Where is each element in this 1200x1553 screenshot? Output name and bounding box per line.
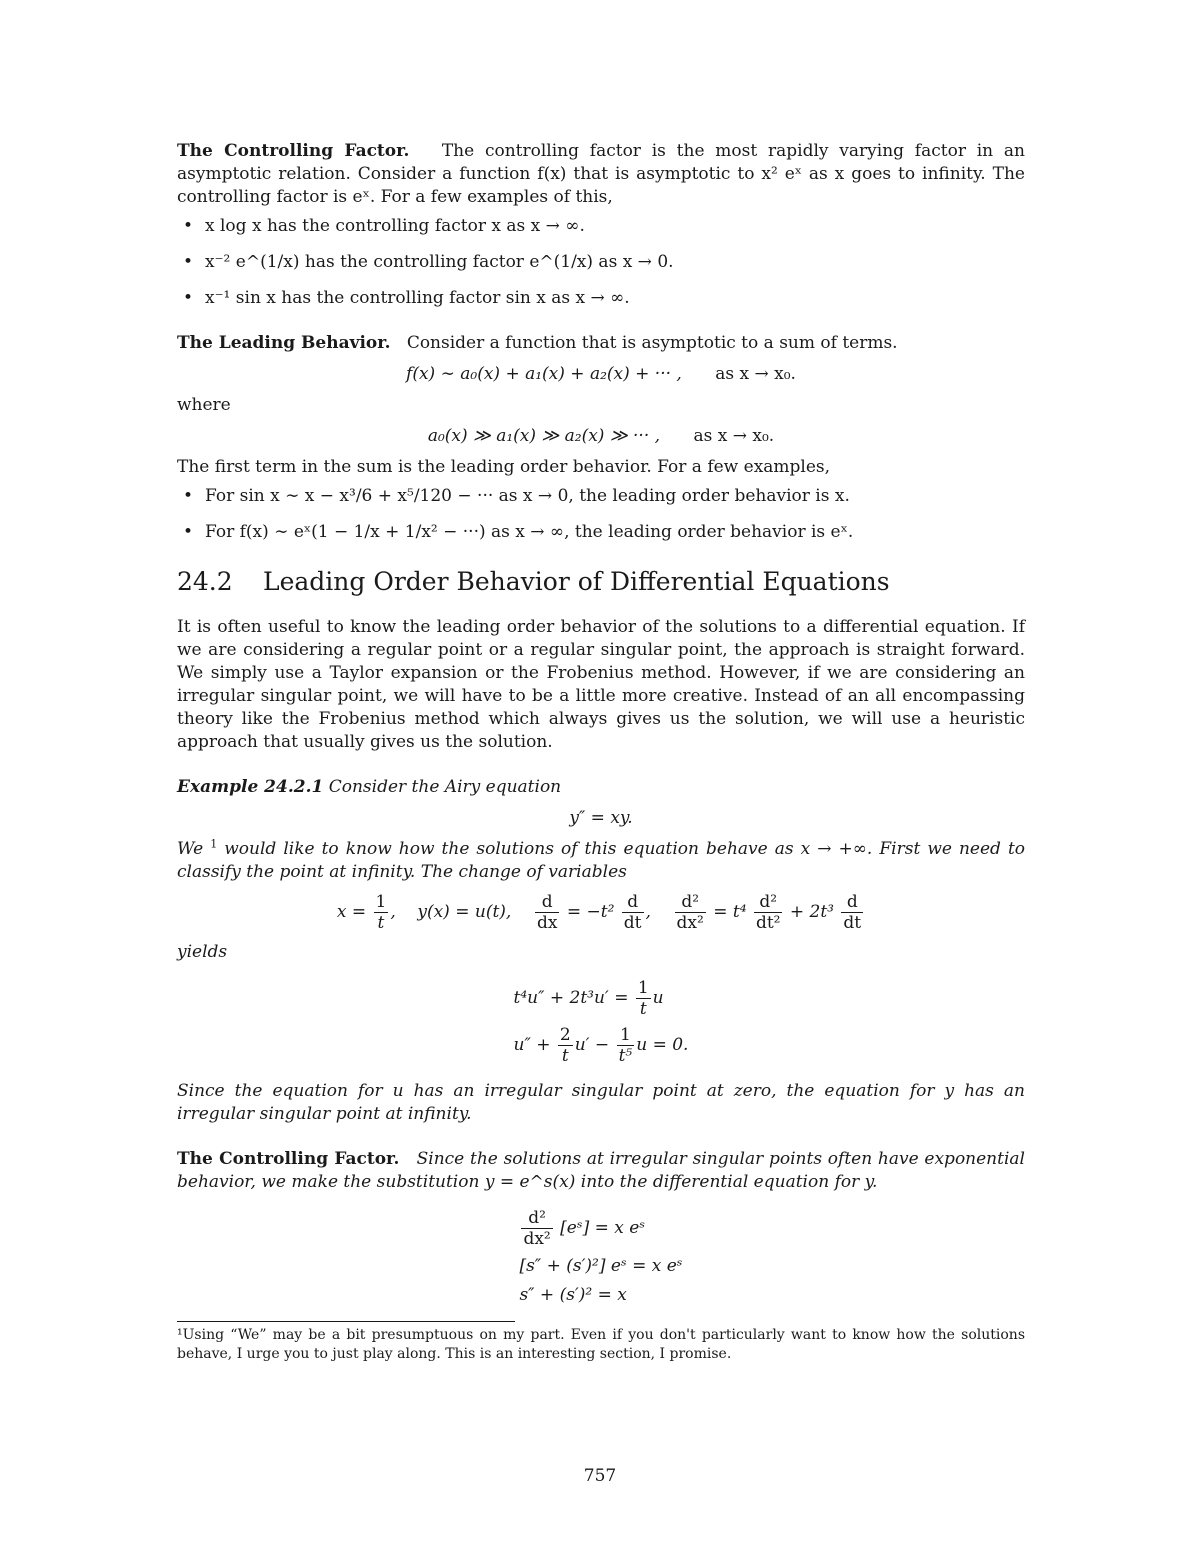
change-of-variables-equation: x = $\frac{1}{t}$ , y(x) = u(t), $\frac{d}{dx}$ = −t² $\frac{d}{dt}$ , $\frac{\text{d²}}{\text{dx²}}$ = t⁴ $\frac{\text{d²}}{\text{dt²}}$ + 2t³ $\frac{d}{dt}$ bbox=[336, 892, 862, 933]
controlling-factor-intro: The controlling factor is the most rapidly varying factor in an asymptotic relation. Consider a function f(x) that is asymptotic to x² eˣ as x goes to infinity. The controlling factor is eˣ. For a few examples of this, bbox=[177, 141, 1025, 207]
since-paragraph: Since the equation for u has an irregular singular point at zero, the equation for y has an irregular singular point at infinity. bbox=[177, 1081, 1025, 1124]
leading-behavior-list bbox=[177, 485, 1025, 544]
intro-paragraph: It is often useful to know the leading order behavior of the solutions to a differential equation. If we are considering a regular point or a regular singular point, the approach is straight forward. We simply use a Taylor expansion or the Frobenius method. However, if we are considering an irregular singular point, we will have to be a little more creative. Instead of an all encompassing theory like the Frobenius method which always gives us the solution, we will use a heuristic approach that usually gives us the solution. bbox=[177, 617, 1025, 752]
controlling-factor-subheading: The Controlling Factor. bbox=[177, 1149, 400, 1169]
example-intro bbox=[177, 776, 1025, 799]
footnote-rule bbox=[177, 1321, 515, 1322]
section-number: 24.2 bbox=[177, 567, 233, 596]
leading-behavior-intro: Consider a function that is asymptotic to a sum of terms. bbox=[406, 333, 898, 353]
list-item: • For sin x ∼ x − x³/6 + x⁵/120 − ··· as x → 0, the leading order behavior is x. bbox=[205, 485, 1025, 508]
asymptotic-sum-equation: f(x) ∼ a₀(x) + a₁(x) + a₂(x) + ··· , as x → x₀. bbox=[406, 364, 796, 384]
controlling-factor-heading: The Controlling Factor. bbox=[177, 141, 410, 161]
example-label: Example 24.2.1 bbox=[177, 777, 324, 797]
leading-behavior-heading: The Leading Behavior. bbox=[177, 333, 391, 353]
where-label: where bbox=[177, 395, 231, 415]
list-item: • For f(x) ∼ eˣ(1 − 1/x + 1/x² − ···) as x → ∞, the leading order behavior is eˣ. bbox=[205, 521, 1025, 544]
ordering-equation: a₀(x) ≫ a₁(x) ≫ a₂(x) ≫ ··· , as x → x₀. bbox=[427, 426, 775, 446]
controlling-factor-paragraph bbox=[177, 140, 1025, 209]
airy-equation: y″ = xy. bbox=[569, 808, 633, 828]
footnote: ¹Using “We” may be a bit presumptuous on my part. Even if you don't particularly want to know how the solutions behave, I urge you to just play along. This is an interesting section, I promise. bbox=[177, 1327, 1025, 1362]
list-item: • x log x has the controlling factor x as x → ∞. bbox=[205, 215, 1025, 238]
list-item: • x⁻² e^(1/x) has the controlling factor e^(1/x) as x → 0. bbox=[205, 251, 1025, 274]
page-body bbox=[177, 140, 1025, 1364]
footnote-mark: 1 bbox=[210, 837, 218, 851]
page-number: 757 bbox=[583, 1466, 617, 1486]
list-item: • x⁻¹ sin x has the controlling factor sin x as x → ∞. bbox=[205, 287, 1025, 310]
yields-label: yields bbox=[177, 942, 228, 962]
example-text: Consider the Airy equation bbox=[328, 777, 562, 797]
transformed-equations: t⁴u″ + 2t³u′ = $\frac{1}{t}$ u u″ + $\frac{2}{t}$ u′ − $\frac{1}{\text{t⁵}}$ u = 0. bbox=[513, 978, 689, 1066]
section-title: Leading Order Behavior of Differential Equations bbox=[263, 567, 890, 596]
section-heading bbox=[177, 566, 1025, 598]
leading-order-text: The first term in the sum is the leading order behavior. For a few examples, bbox=[177, 457, 831, 477]
substitution-equations: $\frac{\text{d²}}{\text{dx²}}$ [eˢ] = x eˢ [s″ + (s′)²] eˢ = x eˢ s″ + (s′)² = x bbox=[519, 1208, 683, 1305]
controlling-factor-example-paragraph: The Controlling Factor. Since the solutions at irregular singular points often have exponential behavior, we make the substitution y = e^s(x) into the differential equation for y. bbox=[177, 1149, 1025, 1192]
example-paragraph-1: We $^1$ would like to know how the solutions of this equation behave as x → +∞. First we need to classify the point at infinity. The change of variables bbox=[177, 837, 1026, 882]
leading-behavior-paragraph bbox=[177, 332, 1025, 355]
controlling-factor-list bbox=[177, 215, 1025, 310]
